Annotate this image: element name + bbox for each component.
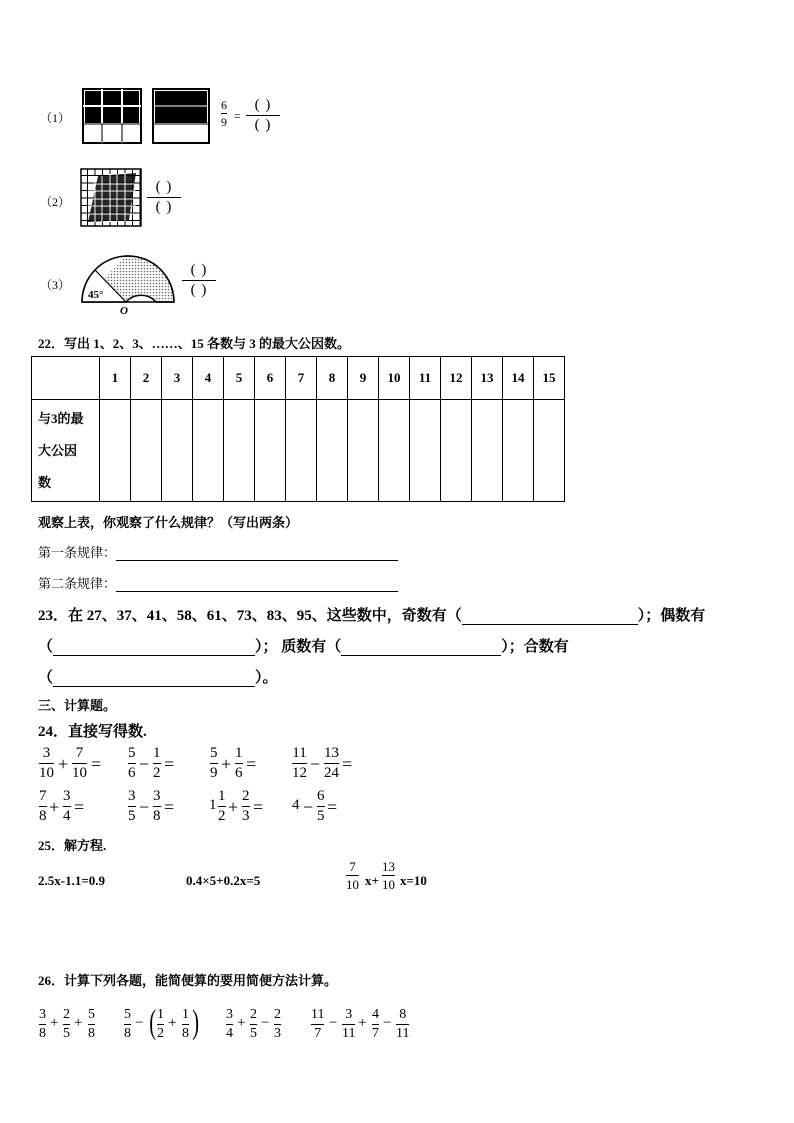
- q26-prompt: 26．计算下列各题，能简便算的要用简便方法计算。: [38, 973, 338, 988]
- fraction: 2 3: [274, 1007, 281, 1041]
- equals-sign: =: [253, 797, 264, 817]
- fraction: 3 4: [63, 788, 71, 824]
- q24-prompt: 24．直接写得数.: [38, 724, 147, 740]
- fraction: 13 10: [382, 859, 395, 892]
- plus-sign: +: [74, 1015, 83, 1031]
- rule-1-row: [38, 542, 398, 561]
- table-header-row: [32, 357, 565, 400]
- fraction: 2 5: [250, 1007, 257, 1041]
- minus-sign: −: [139, 797, 150, 817]
- angle-label: 45°: [88, 289, 104, 301]
- fraction: 1 8: [182, 1007, 189, 1041]
- equals-sign: =: [342, 754, 353, 774]
- rule-2-answer-line[interactable]: [116, 577, 398, 592]
- q23-line-1: [38, 604, 705, 625]
- answer-blank-1[interactable]: ( ) ( ): [246, 98, 280, 133]
- table-header-cell: 13: [472, 357, 503, 400]
- plus-sign: +: [358, 1015, 367, 1031]
- equals-sign: =: [91, 754, 102, 774]
- fraction: 11 12: [292, 745, 307, 781]
- fraction: 13 24: [324, 745, 339, 781]
- rule-1-label: 第一条规律：: [38, 545, 117, 560]
- q23-even-label: ）；偶数有: [637, 608, 706, 624]
- fraction: 7 10: [72, 745, 87, 781]
- plus-sign: +: [221, 754, 232, 774]
- fraction: 5 8: [88, 1007, 95, 1041]
- minus-sign: −: [383, 1015, 392, 1031]
- answer-cell[interactable]: [410, 400, 441, 502]
- answer-cell[interactable]: [317, 400, 348, 502]
- equation-2: 0.4×5+0.2x=5: [186, 873, 261, 888]
- whole-number: 4: [292, 797, 300, 813]
- plus-sign: +: [237, 1015, 246, 1031]
- answer-cell[interactable]: [131, 400, 162, 502]
- plus-sign: +: [168, 1015, 177, 1031]
- fraction: 1 2: [218, 788, 226, 824]
- odd-answer-blank[interactable]: [462, 608, 638, 625]
- fraction: 1 2: [153, 745, 161, 781]
- table-header-cell: 9: [348, 357, 379, 400]
- even-answer-blank[interactable]: [53, 639, 255, 656]
- paren-open: （: [38, 670, 54, 686]
- answer-cell[interactable]: [193, 400, 224, 502]
- plus-sign: +: [49, 797, 60, 817]
- fraction: 2 3: [242, 788, 250, 824]
- observe-prompt: 观察上表，你观察了什么规律？（写出两条）: [38, 515, 299, 530]
- q23-prompt: 23．在 27、37、41、58、61、73、83、95、这些数中，奇数有（: [38, 608, 462, 624]
- equals-sign: =: [164, 754, 175, 774]
- answer-cell[interactable]: [503, 400, 534, 502]
- table-header-cell: 10: [379, 357, 410, 400]
- fraction: 4 7: [372, 1007, 379, 1041]
- item-label: （2）: [40, 195, 71, 209]
- plus-sign: +: [58, 754, 69, 774]
- minus-sign: −: [310, 754, 321, 774]
- equals-sign: =: [74, 797, 85, 817]
- left-paren: (: [149, 1004, 157, 1041]
- answer-blank-3[interactable]: ( ) ( ): [182, 263, 216, 298]
- table-header-cell: 4: [193, 357, 224, 400]
- q22-prompt: 22．写出 1、2、3、……、15 各数与 3 的最大公因数。: [38, 336, 351, 351]
- row-label-line: 数: [38, 474, 52, 490]
- table-header-cell: 11: [410, 357, 441, 400]
- minus-sign: −: [135, 1015, 144, 1031]
- equals-sign: =: [246, 754, 257, 774]
- section-3-heading: 三、计算题。: [38, 698, 117, 713]
- semicircle-sector-figure: [80, 252, 178, 314]
- paren-close: ）。: [255, 670, 278, 686]
- answer-cell[interactable]: [348, 400, 379, 502]
- parallelogram-grid-figure: [80, 168, 142, 228]
- q25-prompt: 25．解方程.: [38, 838, 107, 853]
- answer-blank-2[interactable]: ( ) ( ): [147, 180, 181, 215]
- fraction: 8 11: [396, 1007, 410, 1041]
- equals-sign: =: [164, 797, 175, 817]
- item-label: （1）: [40, 111, 71, 125]
- plus-sign: +: [50, 1015, 59, 1031]
- answer-cell[interactable]: [441, 400, 472, 502]
- equals-sign: =: [327, 797, 338, 817]
- minus-sign: −: [303, 797, 314, 817]
- table-header-cell: 7: [286, 357, 317, 400]
- minus-sign: −: [329, 1015, 338, 1031]
- fraction: 1 2: [157, 1007, 164, 1041]
- equals-sign: =: [234, 109, 241, 123]
- table-header-cell: 3: [162, 357, 193, 400]
- q23-prime-label: ）； 质数有（: [255, 639, 342, 655]
- q23-composite-label: ）；合数有: [501, 639, 569, 655]
- bar-figure-1: [152, 88, 210, 144]
- answer-cell[interactable]: [255, 400, 286, 502]
- answer-cell[interactable]: [379, 400, 410, 502]
- table-header-cell: 5: [224, 357, 255, 400]
- equation-text: x+: [365, 873, 379, 888]
- fraction: 2 5: [63, 1007, 70, 1041]
- table-header-cell: 15: [534, 357, 565, 400]
- table-header-cell: 2: [131, 357, 162, 400]
- fraction: 3 10: [39, 745, 54, 781]
- point-label: O: [120, 305, 128, 314]
- answer-cell[interactable]: [534, 400, 565, 502]
- answer-cell[interactable]: [286, 400, 317, 502]
- fraction: 6 5: [317, 788, 325, 824]
- rule-2-row: [38, 573, 398, 592]
- rule-1-answer-line[interactable]: [116, 546, 398, 561]
- minus-sign: −: [261, 1015, 270, 1031]
- rule-2-label: 第二条规律：: [38, 576, 117, 591]
- fraction-6-9: 6 9: [221, 98, 227, 129]
- answer-cell[interactable]: [162, 400, 193, 502]
- answer-cell[interactable]: [472, 400, 503, 502]
- fraction: 7 8: [39, 788, 47, 824]
- fraction: 3 8: [153, 788, 161, 824]
- fraction: 5 8: [124, 1007, 131, 1041]
- fraction: 5 9: [210, 745, 218, 781]
- table-header-cell: 1: [100, 357, 131, 400]
- plus-sign: +: [228, 797, 239, 817]
- fraction: 3 5: [128, 788, 136, 824]
- fraction: 3 8: [39, 1007, 46, 1041]
- table-header-cell: 6: [255, 357, 286, 400]
- fraction: 1 6: [235, 745, 243, 781]
- fraction: 5 6: [128, 745, 136, 781]
- table-answer-row: [32, 400, 565, 502]
- row-label-cell: [32, 400, 100, 502]
- prime-answer-blank[interactable]: [341, 639, 501, 656]
- item-label: （3）: [40, 278, 71, 292]
- table-header-cell: 14: [503, 357, 534, 400]
- fraction: 11 7: [311, 1007, 325, 1041]
- answer-cell[interactable]: [224, 400, 255, 502]
- equation-1: 2.5x-1.1=0.9: [38, 873, 105, 888]
- fraction: 3 4: [226, 1007, 233, 1041]
- grid-figure-1: [82, 88, 142, 144]
- table-header-cell: 8: [317, 357, 348, 400]
- paren-open: （: [38, 639, 54, 655]
- table-corner-cell: [32, 357, 100, 400]
- q23-line-2: [38, 635, 569, 656]
- table-header-cell: 12: [441, 357, 472, 400]
- q23-line-3: [38, 666, 278, 687]
- equation-text: x=10: [400, 873, 427, 888]
- row-label-line: 大公因: [38, 442, 78, 458]
- answer-cell[interactable]: [100, 400, 131, 502]
- composite-answer-blank[interactable]: [53, 670, 255, 687]
- fraction: 7 10: [346, 859, 359, 892]
- gcd-table: [31, 356, 565, 502]
- minus-sign: −: [139, 754, 150, 774]
- fraction: 3 11: [342, 1007, 356, 1041]
- right-paren: ): [192, 1004, 200, 1041]
- whole-number: 1: [209, 797, 217, 813]
- row-label-line: 与3的最: [38, 410, 84, 426]
